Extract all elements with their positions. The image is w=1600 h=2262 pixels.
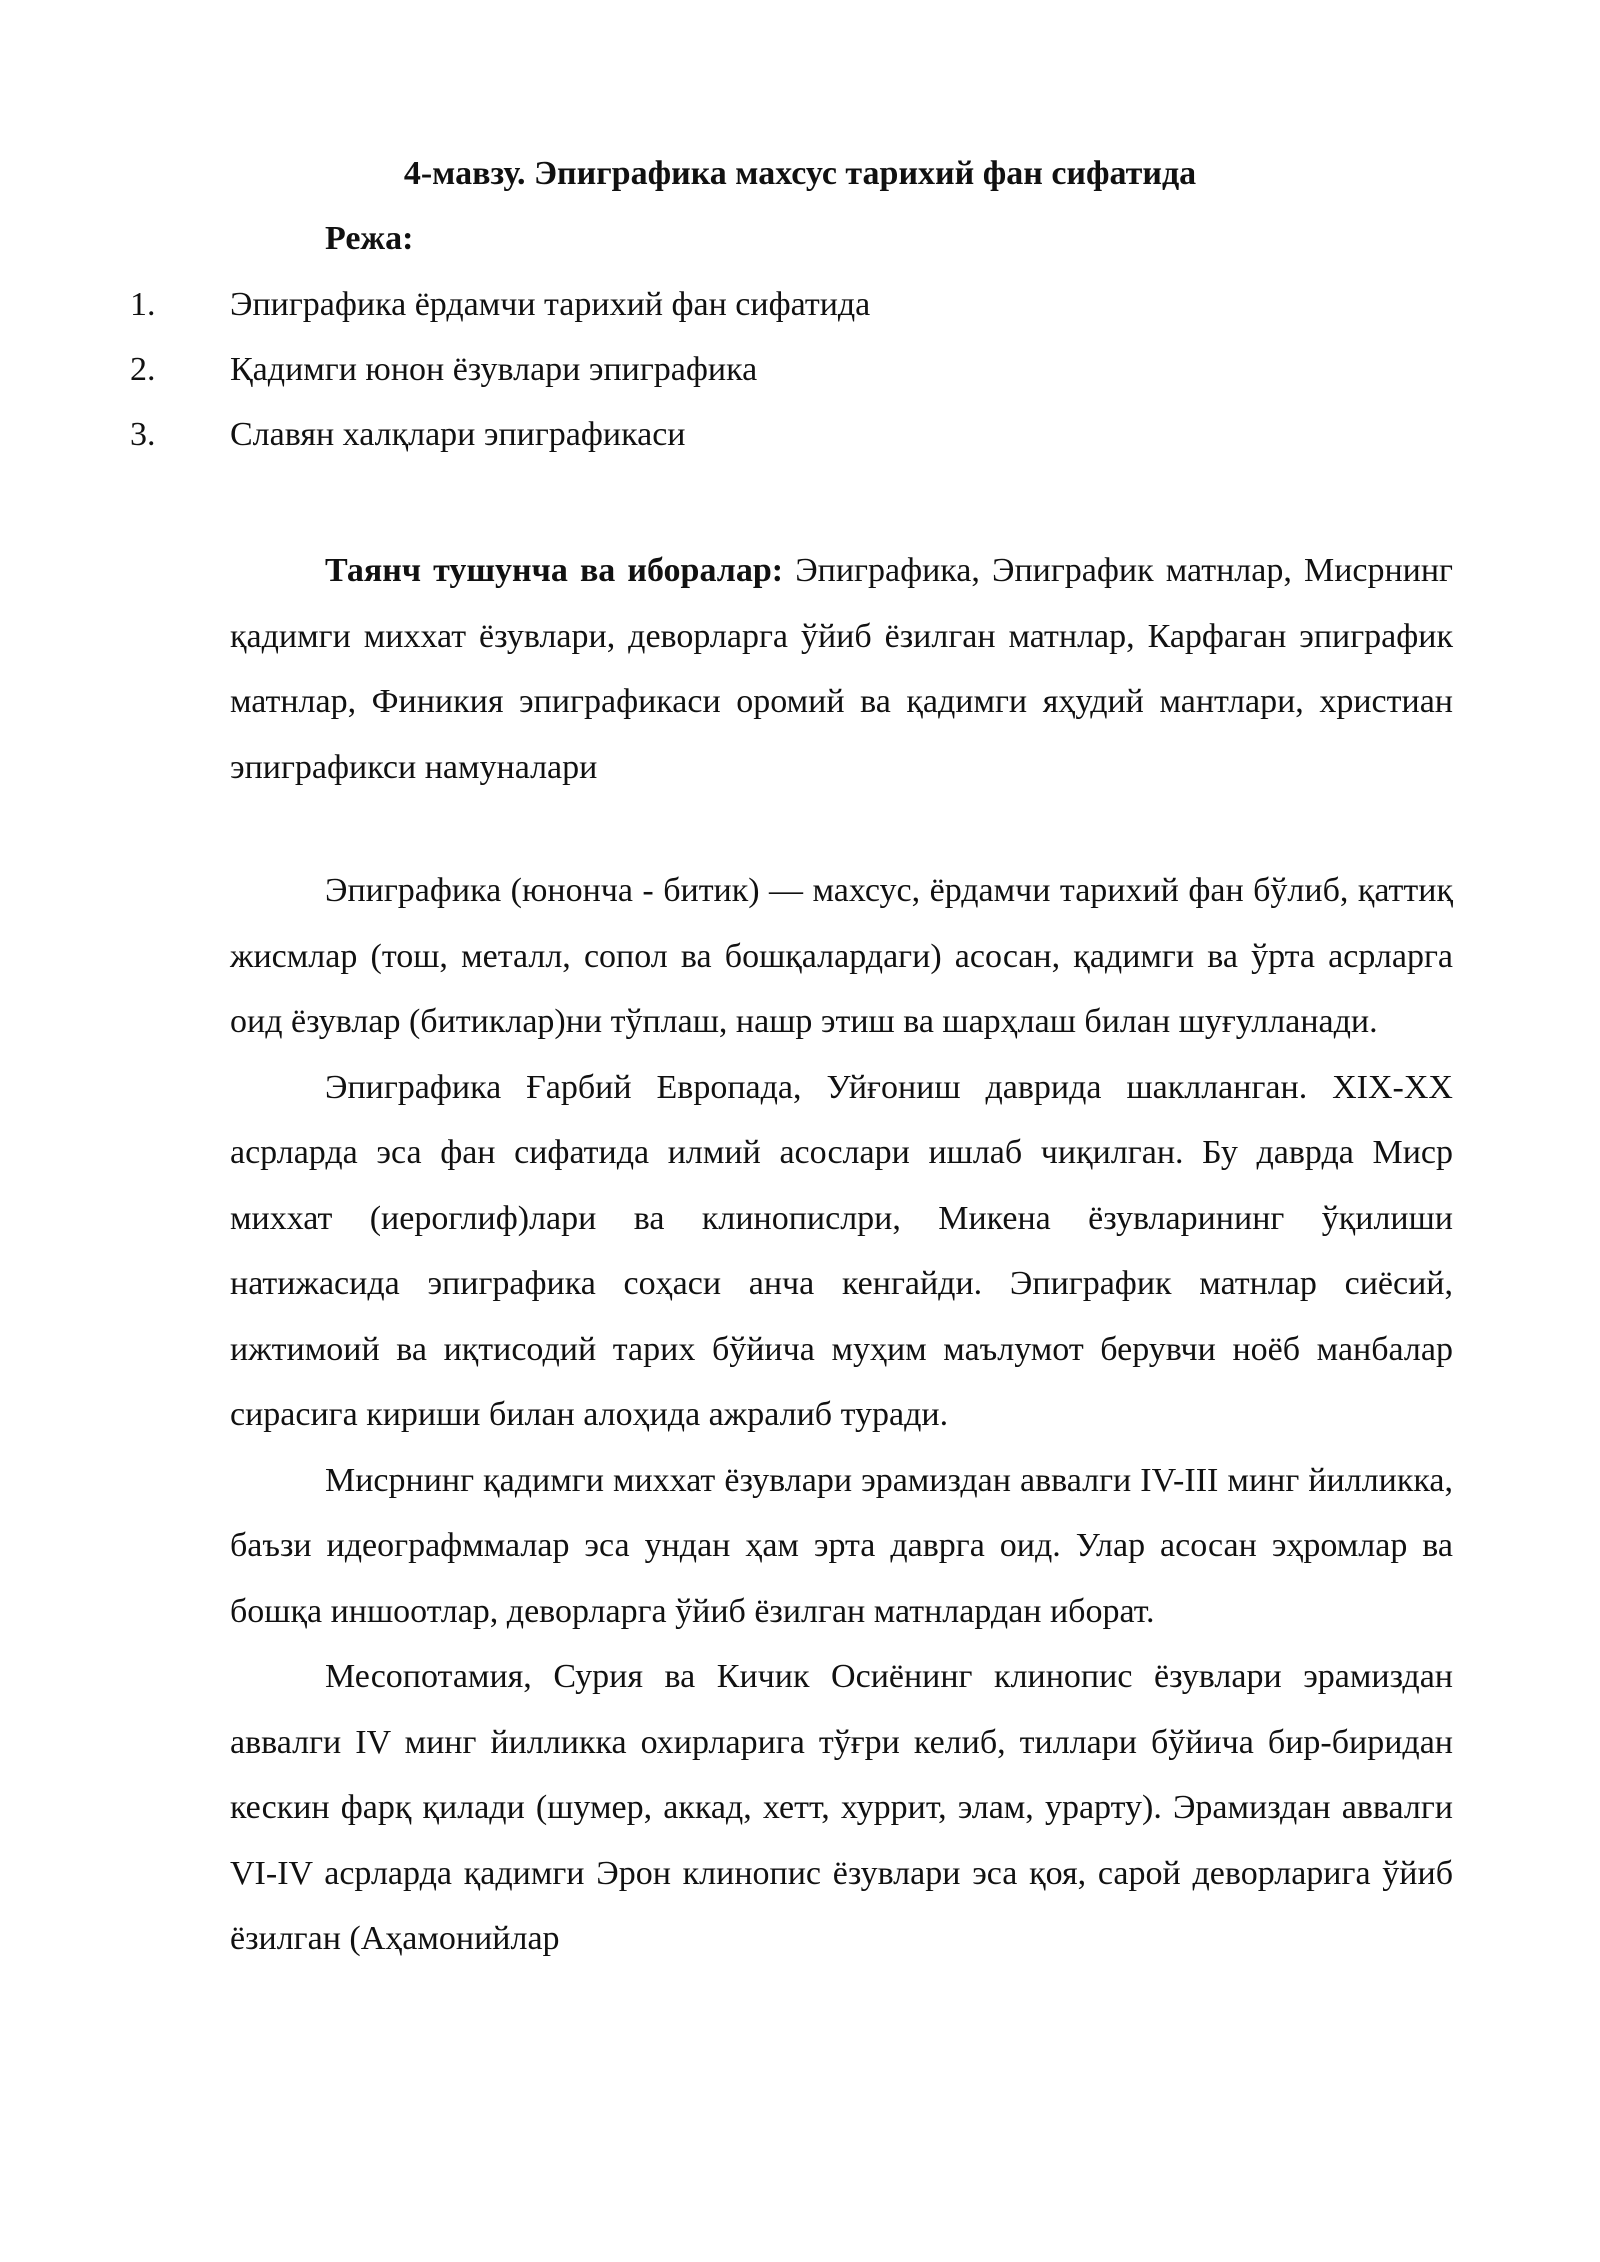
list-item-text: Эпиграфика ёрдамчи тарихий фан сифатида [230,286,871,323]
list-item [130,411,1430,476]
list-item-number: 2. [130,351,156,388]
list-item-number: 3. [130,416,156,453]
list-item-text: Қадимги юнон ёзувлари эпиграфика [230,351,758,388]
paragraph: Эпиграфика (юнонча - битик) — махсус, ёрдамчи тарихий фан бўлиб, қаттиқ жисмлар (тош, металл, сопол ва бошқалардаги) асосан, қадимги ва ўрта асрларга оид ёзувлар (битиклар)ни тўплаш, нашр этиш ва шарҳлаш билан шуғулланади. [230,872,1453,1040]
plan-heading: Режа: [325,220,414,257]
keywords-label: Таянч тушунча ва иборалар: [325,552,784,589]
list-item-number: 1. [130,286,156,323]
paragraph: Месопотамия, Сурия ва Кичик Осиёнинг клинопис ёзувлари эрамиздан аввалги IV минг йилликка охирларига тўғри келиб, тиллари бўйича бир-биридан кескин фарқ қилади (шумер, аккад, хетт, хуррит, элам, урарту). Эрамиздан аввалги VI-IV асрларда қадимги Эрон клинопис ёзувлари эса қоя, сарой деворларига ўйиб ёзилган (Аҳамонийлар [230,1658,1453,1957]
body-text [230,858,1453,1972]
plan-list [130,281,1430,476]
list-item [130,281,1430,346]
keywords-text: Эпиграфика, Эпиграфик матнлар, Мисрнинг қадимги миххат ёзувлари, деворларга ўйиб ёзилган матнлар, Карфаган эпиграфик матнлар, Финикия эпиграфикаси оромий ва қадимги яҳудий мантлари, христиан эпиграфикси намуналари [230,552,1454,786]
keywords-paragraph [230,538,1453,800]
paragraph: Мисрнинг қадимги миххат ёзувлари эрамиздан аввалги IV-III минг йилликка, баъзи идеографммалар эса ундан ҳам эрта даврга оид. Улар асосан эҳромлар ва бошқа иншоотлар, деворларга ўйиб ёзилган матнлардан иборат. [230,1461,1453,1630]
list-item [130,346,1430,411]
page-title: 4-мавзу. Эпиграфика махсус тарихий фан сифатида [403,155,1197,192]
list-item-text: Славян халқлари эпиграфикаси [230,416,686,453]
paragraph: Эпиграфика Ғарбий Европада, Уйғониш даврида шаклланган. XIX-XX асрларда эса фан сифатида илмий асослари ишлаб чиқилган. Бу даврда Миср миххат (иероглиф)лари ва клинопислри, Микена ёзувларининг ўқилиши натижасида эпиграфика соҳаси анча кенгайди. Эпиграфик матнлар сиёсий, ижтимоий ва иқтисодий тарих бўйича муҳим маълумот берувчи ноёб манбалар сирасига кириши билан алоҳида ажралиб туради. [230,1068,1453,1433]
keywords-section [230,538,1453,800]
